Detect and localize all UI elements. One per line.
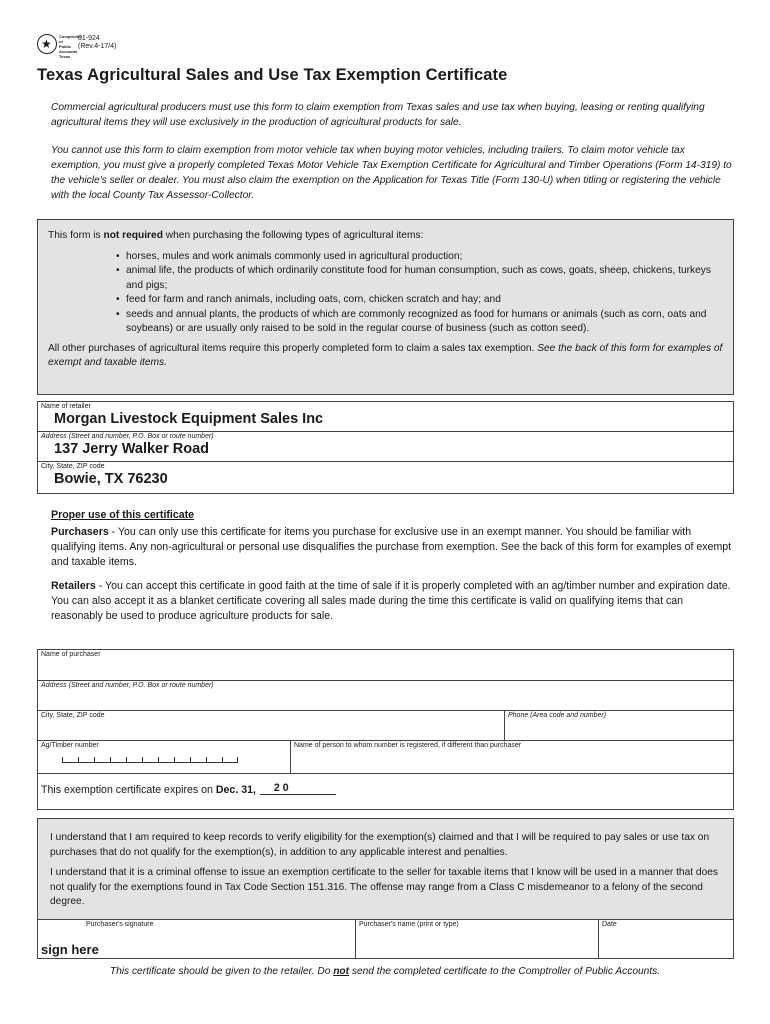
signature-row: [37, 919, 734, 959]
retailers-text: - You can accept this certificate in good faith at the time of sale if it is properly completed with an ag/timber number and expiration date. You can also accept it as a blanket certificate covering all sales made during the time this certificate is valid on qualifying items that can reasonably be used to produce agriculture products for sale.: [51, 580, 731, 622]
proper-use-title: Proper use of this certificate: [51, 509, 195, 521]
retailer-name-label: Name of retailer: [41, 403, 91, 410]
sign-here-icon: sign here: [41, 942, 99, 957]
form-number-block: [78, 35, 116, 51]
ag-timber-number-field[interactable]: [38, 741, 291, 773]
retailer-address-label: Address (Street and number, P.O. Box or route number): [41, 433, 214, 440]
lead-text: This form is: [48, 230, 104, 241]
ag-timber-label: Ag/Timber number: [41, 742, 99, 749]
purchasers-label: Purchasers: [51, 526, 109, 538]
expires-year-digits: 2 0: [273, 782, 289, 794]
purchaser-name-label: Name of purchaser: [41, 651, 101, 658]
retailers-label: Retailers: [51, 580, 96, 592]
not-required-box: [37, 219, 734, 395]
lead-bold: not required: [103, 230, 163, 241]
intro-paragraph-2: You cannot use this form to claim exemption from motor vehicle tax when buying motor vehicles, including trailers. To claim motor vehicle tax exemption, you must give a properly completed Texas Motor Vehicle Tax Exemption Certificate for Agricultural and Timber Operations (Form 14-319) to the vehicle's seller or dealer. You must also claim the exemption on the Application for Texas Title (Form 130-U) when titling or registering the vehicle with the local County Tax Assessor-Collector.: [51, 145, 732, 201]
purchaser-city-row: [38, 711, 733, 741]
acknowledgement-box: [37, 818, 734, 959]
expiration-text: [38, 774, 733, 796]
retailer-city-field[interactable]: [38, 462, 733, 492]
retailer-address-field[interactable]: [38, 432, 733, 462]
purchasers-text: - You can only use this certificate for items you purchase for exclusive use in an exempt manner. You should be familiar with qualifying items. Any non-agricultural or personal use disqualifies the purchase from exemption. See the back of this form for examples of exempt and taxable items.: [51, 526, 732, 568]
retailer-address-value: 137 Jerry Walker Road: [54, 441, 210, 457]
purchasers-paragraph: [51, 525, 734, 570]
registered-person-label: Name of person to whom number is registered, if different than purchaser: [294, 742, 522, 749]
registered-person-field[interactable]: [291, 741, 733, 773]
lead-text-end: when purchasing the following types of agricultural items:: [162, 230, 424, 241]
ag-timber-row: [38, 741, 733, 774]
list-item: • animal life, the products of which ordinarily constitute food for human consumption, such as cows, goats, sheep, chickens, turkeys and pigs;: [116, 264, 723, 293]
proper-use-section: [51, 508, 734, 624]
retailer-city-value: Bowie, TX 76230: [54, 471, 168, 487]
other-text: All other purchases of agricultural items require this properly completed form to claim a sales tax exemption.: [48, 342, 538, 354]
form-revision: (Rev.4-17/4): [78, 43, 117, 50]
form-header: [37, 34, 116, 59]
acknowledgement-paragraph-2: I understand that it is a criminal offense to issue an exemption certificate to the seller for taxable items that I know will be used in a manner that does not qualify for the exemptions found in Tax Code Section 151.316. The offense may range from a Class C misdemeanor to a felony of the second degree.: [50, 867, 719, 907]
retailer-name-value: Morgan Livestock Equipment Sales Inc: [54, 411, 324, 427]
retailer-section: [37, 401, 734, 494]
not-required-list: [116, 250, 723, 337]
agency-name: Comptroller of Public Accounts Texas: [59, 34, 82, 59]
retailers-paragraph: [51, 579, 734, 624]
purchaser-city-label: City, State, ZIP code: [41, 712, 105, 719]
purchaser-signature-field[interactable]: [38, 920, 356, 958]
other-purchases-note: [48, 342, 723, 371]
date-field[interactable]: [599, 920, 733, 958]
footer-note: [0, 966, 770, 977]
expires-label: This exemption certificate expires on: [41, 784, 213, 796]
date-label: Date: [602, 921, 617, 928]
other-italic: See the back of this form for examples of exempt and taxable items.: [48, 342, 723, 368]
purchaser-address-label: Address (Street and number, P.O. Box or route number): [41, 682, 214, 689]
footer-emphasis: not: [333, 966, 350, 977]
list-item: • seeds and annual plants, the products of which are commonly recognized as food for humans or animals (such as corn, oats and soybeans) or are usually only raised to be sold in the regular course of business (such as cotton seed).: [116, 308, 723, 337]
retailer-name-field[interactable]: [38, 402, 733, 432]
purchaser-city-field[interactable]: [38, 711, 505, 740]
expires-date: Dec. 31,: [215, 784, 256, 796]
footer-text: This certificate should be given to the retailer. Do: [109, 966, 334, 977]
expiration-row: [38, 774, 733, 808]
printed-name-label: Purchaser's name (print or type): [359, 921, 459, 928]
form-number: 01-924: [78, 35, 100, 42]
expiration-year-field[interactable]: [260, 782, 336, 795]
page-title: Texas Agricultural Sales and Use Tax Exemption Certificate: [37, 66, 508, 84]
ag-timber-digit-boxes: [62, 757, 238, 763]
intro-paragraph-1: Commercial agricultural producers must use this form to claim exemption from Texas sales and use tax when buying, leasing or renting qualifying agricultural items they will use exclusively in the production of agricultural products for sale.: [51, 102, 705, 128]
purchaser-phone-label: Phone (Area code and number): [508, 712, 607, 719]
comptroller-seal-icon: [37, 34, 57, 54]
acknowledgement-paragraph-1: I understand that I am required to keep records to verify eligibility for the exemption(s) claimed and that I will be required to pay sales or use tax on purchases that do not qualify for the exemption(s), in addition to any applicable interest and penalties.: [50, 832, 710, 858]
footer-text-end: send the completed certificate to the Comptroller of Public Accounts.: [349, 966, 661, 977]
signature-label: Purchaser's signature: [86, 921, 154, 928]
purchaser-name-field[interactable]: [38, 650, 733, 681]
purchaser-phone-field[interactable]: [505, 711, 733, 740]
list-item: • horses, mules and work animals commonly used in agricultural production;: [116, 250, 723, 265]
list-item: • feed for farm and ranch animals, including oats, corn, chicken scratch and hay; and: [116, 293, 723, 308]
purchaser-address-field[interactable]: [38, 681, 733, 711]
retailer-city-label: City, State, ZIP code: [41, 463, 105, 470]
not-required-lead: [48, 229, 723, 244]
purchaser-printed-name-field[interactable]: [356, 920, 599, 958]
purchaser-section: [37, 649, 734, 810]
